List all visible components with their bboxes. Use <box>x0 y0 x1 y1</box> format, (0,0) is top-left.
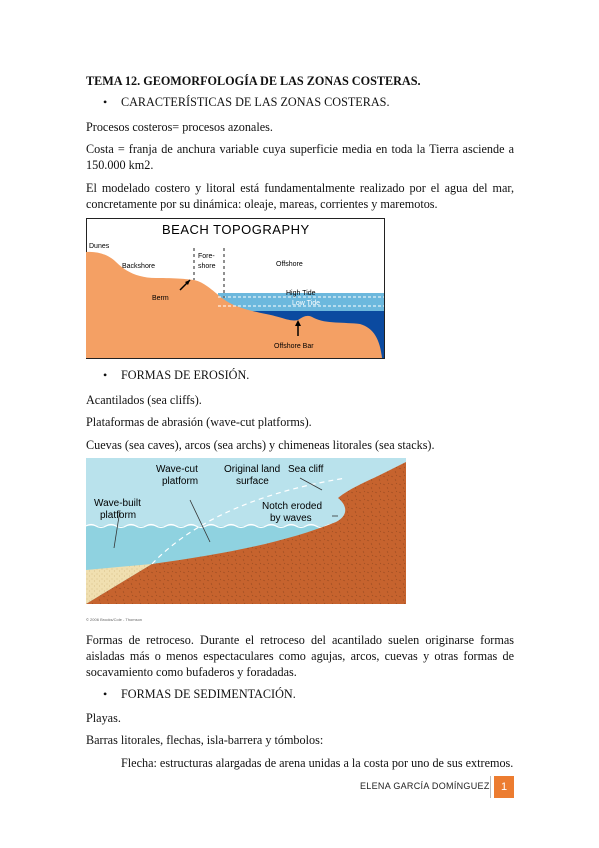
label-original-2: surface <box>236 476 269 487</box>
footer-author: ELENA GARCÍA DOMÍNGUEZ <box>360 781 490 791</box>
section-heading-sedimentation: FORMAS DE SEDIMENTACIÓN. <box>121 687 296 701</box>
label-wave-cut-2: platform <box>162 476 199 487</box>
label-offshore: Offshore <box>276 261 303 268</box>
figure1-title: BEACH TOPOGRAPHY <box>162 222 310 237</box>
paragraph-spit: Flecha: estructuras alargadas de arena unidas a la costa por uno de sus extremos. <box>121 756 514 770</box>
label-high-tide: High Tide <box>286 290 316 297</box>
label-low-tide: Low Tide <box>292 300 321 307</box>
label-sea-cliff: Sea cliff <box>288 464 324 475</box>
label-wave-built-2: platform <box>100 510 137 521</box>
section-heading-characteristics: CARACTERÍSTICAS DE LAS ZONAS COSTERAS. <box>121 95 390 109</box>
label-wave-cut-1: Wave-cut <box>156 464 198 475</box>
paragraph-platforms: Plataformas de abrasión (wave-cut platforms). <box>86 415 312 429</box>
figure2-credit: © 2006 Brooks/Cole - Thomson <box>86 617 143 622</box>
paragraph-beaches: Playas. <box>86 711 121 725</box>
paragraph-retreat: Formas de retroceso. Durante el retroceso del acantilado suelen originarse formas aisladas más o menos espectaculares como agujas, arcos, cuevas y otras formas de socavamiento como bufaderos y foradadas. <box>86 633 514 679</box>
bullet-icon: • <box>103 368 108 382</box>
label-offshore-bar: Offshore Bar <box>274 343 314 350</box>
paragraph-bars: Barras litorales, flechas, isla-barrera y tómbolos: <box>86 733 324 747</box>
label-dunes: Dunes <box>89 243 110 250</box>
label-original-1: Original land <box>224 464 281 475</box>
label-foreshore-1: Fore- <box>198 253 215 260</box>
label-berm: Berm <box>152 295 169 302</box>
page-title: TEMA 12. GEOMORFOLOGÍA DE LAS ZONAS COSTERAS. <box>86 74 421 88</box>
label-notch-2: by waves <box>270 513 312 524</box>
label-wave-built-1: Wave-built <box>94 498 141 509</box>
paragraph-processes: Procesos costeros= procesos azonales. <box>86 120 273 134</box>
footer-divider <box>490 776 491 798</box>
wave-cut-platform-figure <box>86 458 416 623</box>
paragraph-coast: Costa = franja de anchura variable cuya superficie media en toda la Tierra asciende a 150.000 km2. <box>86 142 514 172</box>
page-number: 1 <box>494 776 514 798</box>
beach-topography-figure <box>86 218 385 359</box>
paragraph-modeling: El modelado costero y litoral está fundamentalmente realizado por el agua del mar, concretamente por su dinámica: oleaje, mareas, corrientes y maremotos. <box>86 181 514 211</box>
paragraph-cliffs: Acantilados (sea cliffs). <box>86 393 202 407</box>
section-heading-erosion: FORMAS DE EROSIÓN. <box>121 368 250 382</box>
bullet-icon: • <box>103 687 108 701</box>
paragraph-caves: Cuevas (sea caves), arcos (sea archs) y chimeneas litorales (sea stacks). <box>86 438 435 452</box>
bullet-icon: • <box>103 95 108 109</box>
label-foreshore-2: shore <box>198 263 216 270</box>
label-notch-1: Notch eroded <box>262 501 323 512</box>
label-backshore: Backshore <box>122 263 156 270</box>
